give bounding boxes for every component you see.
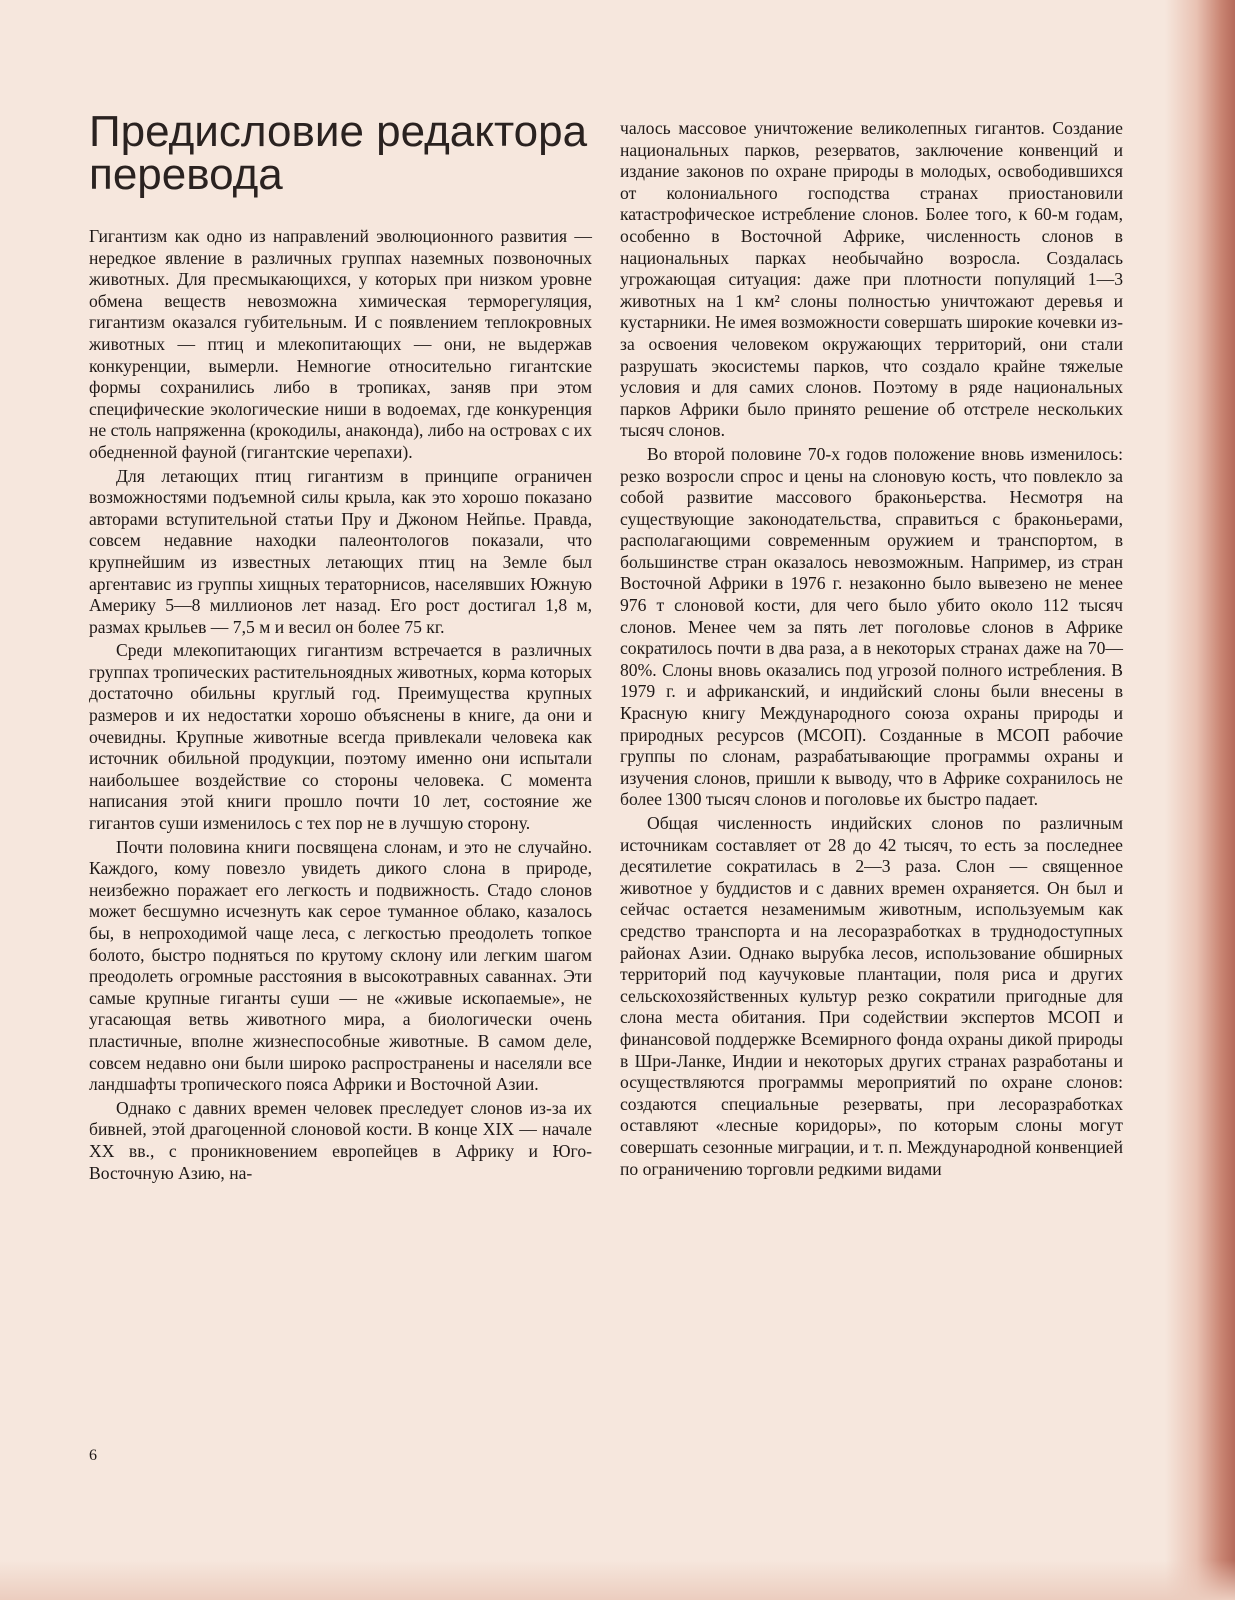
paragraph: Во второй половине 70-х годов положение вновь изменилось: резко возросли спрос и цены на слоновую кость, что повлекло за собой развитие массового браконьерства. Несмотря на существующие законодательства, справиться с браконьерами, располагающими современным оружием и транспортом, в большинстве стран оказалось невозможным. Например, из стран Восточной Африки в 1976 г. незаконно было вывезено не менее 976 т слоновой кости, для чего было убито около 112 тысяч слонов. Менее чем за пять лет поголовье слонов в Африке сократилось почти в два раза, а в некоторых странах даже на 70—80%. Слоны вновь оказались под угрозой полного истребления. В 1979 г. и африканский, и индийский слоны были внесены в Красную книгу Международного союза охраны природы и природных ресурсов (МСОП). Созданные в МСОП рабочие группы по слонам, разрабатывающие программы охраны и изучения слонов, пришли к выводу, что в Африке сохранилось не более 1300 тысяч слонов и поголовье их быстро падает.	[620, 443, 1123, 810]
page-title: Предисловие редактора перевода	[89, 107, 588, 199]
right-column	[620, 118, 1123, 1180]
left-column	[89, 226, 592, 1184]
paragraph: Для летающих птиц гигантизм в принципе ограничен возможностями подъемной силы крыла, как это хорошо показано авторами вступительной статьи Пру и Джоном Нейпье. Правда, совсем недавние находки палеонтологов показали, что крупнейшим из известных летающих птиц на Земле был аргентавис из группы хищных тераторнисов, населявших Южную Америку 5—8 миллионов лет назад. Его рост достигал 1,8 м, размах крыльев — 7,5 м и весил он более 75 кг.	[89, 465, 592, 637]
paragraph: Общая численность индийских слонов по различным источникам составляет от 28 до 42 тысяч, то есть за последнее десятилетие сократилась в 2—3 раза. Слон — священное животное у буддистов и с давних времен охраняется. Он был и сейчас остается незаменимым животным, используемым как средство транспорта и на лесоразработках в труднодоступных районах Азии. Однако вырубка лесов, использование обширных территорий под каучуковые плантации, поля риса и других сельскохозяйственных культур резко сократили пригодные для слона места обитания. При содействии экспертов МСОП и финансовой поддержке Всемирного фонда охраны дикой природы в Шри-Ланке, Индии и некоторых других странах разработаны и осуществляются программы мероприятий по охране слонов: создаются специальные резерваты, при лесоразработках оставляют «лесные коридоры», по которым слоны могут совершать сезонные миграции, и т. п. Международной конвенцией по ограничению торговли редкими видами	[620, 813, 1123, 1179]
paragraph: Среди млекопитающих гигантизм встречается в различных группах тропических растительноядных животных, корма которых достаточно обильны круглый год. Преимущества крупных размеров и их недостатки хорошо объяснены в книге, да они и очевидны. Крупные животные всегда привлекали человека как источник обильной продукции, поэтому именно они испытали наибольшее воздействие со стороны человека. С момента написания этой книги прошло почти 10 лет, состояние же гигантов суши изменилось с тех пор не в лучшую сторону.	[89, 640, 592, 834]
page-edge-shadow	[1165, 0, 1235, 1600]
paragraph: Однако с давних времен человек преследует слонов из-за их бивней, этой драгоценной слоновой кости. В конце XIX — начале XX вв., с проникновением европейцев в Африку и Юго-Восточную Азию, на-	[89, 1097, 592, 1183]
page-number: 6	[89, 1447, 97, 1464]
paragraph: Гигантизм как одно из направлений эволюционного развития — нередкое явление в различных группах наземных позвоночных животных. Для пресмыкающихся, у которых при низком уровне обмена веществ невозможна химическая терморегуляция, гигантизм оказался губительным. И с появлением теплокровных животных — птиц и млекопитающих — они, не выдержав конкуренции, вымерли. Немногие относительно гигантские формы сохранились либо в тропиках, заняв при этом специфические экологические ниши в водоемах, где конкуренция не столь напряженна (крокодилы, анаконда), либо на островах с их обедненной фауной (гигантские черепахи).	[89, 226, 592, 462]
paragraph: чалось массовое уничтожение великолепных гигантов. Создание национальных парков, резерватов, заключение конвенций и издание законов по охране природы в молодых, освободившихся от колониального господства странах приостановили катастрофическое истребление слонов. Более того, к 60-м годам, особенно в Восточной Африке, численность слонов в национальных парках необычайно возросла. Создалась угрожающая ситуация: даже при плотности популяций 1—3 животных на 1 км² слоны полностью уничтожают деревья и кустарники. Не имея возможности совершать широкие кочевки из-за освоения человеком окружающих территорий, они стали разрушать экосистемы парков, что создало крайне тяжелые условия и для самих слонов. Поэтому в ряде национальных парков Африки было принято решение об отстреле нескольких тысяч слонов.	[620, 118, 1123, 441]
paragraph: Почти половина книги посвящена слонам, и это не случайно. Каждого, кому повезло увидеть дикого слона в природе, неизбежно поражает его легкость и подвижность. Стадо слонов может бесшумно исчезнуть как серое туманное облако, казалось бы, в непроходимой чаще леса, с легкостью преодолеть топкое болото, быстро подняться по крутому склону или легким шагом преодолеть огромные расстояния в высокотравных саваннах. Эти самые крупные гиганты суши — не «живые ископаемые», не угасающая ветвь животного мира, а биологически очень пластичные, вполне жизнеспособные животные. В самом деле, совсем недавно они были широко распространены и населяли все ландшафты тропического пояса Африки и Восточной Азии.	[89, 836, 592, 1095]
page-bottom-tint	[0, 1560, 1235, 1600]
